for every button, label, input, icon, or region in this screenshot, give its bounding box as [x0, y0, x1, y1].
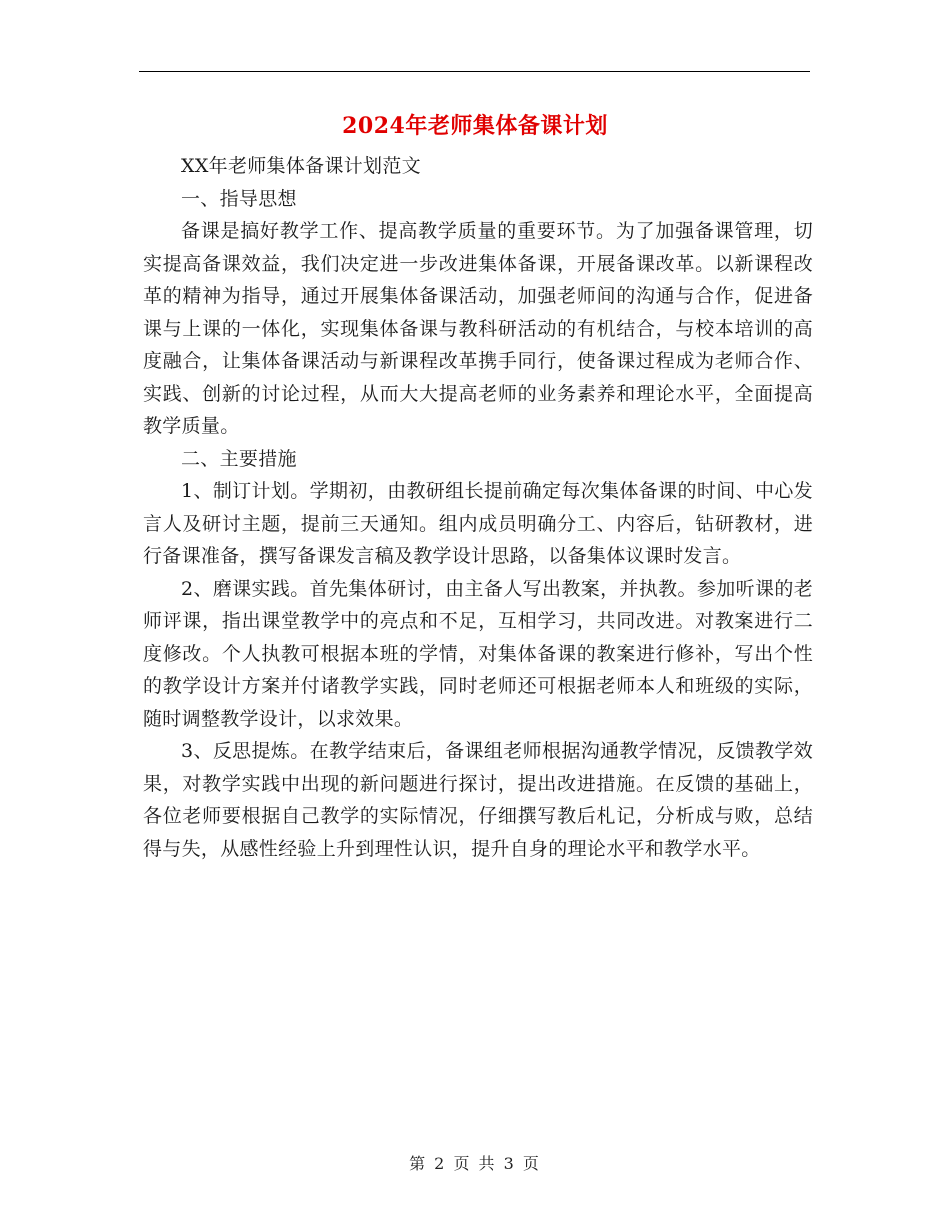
- paragraph-guiding-ideas: 备课是搞好教学工作、提高教学质量的重要环节。为了加强备课管理，切实提高备课效益，我们决定进一步改进集体备课，开展备课改革。以新课程改革的精神为指导，通过开展集体备课活动，加强老师间的沟通与合作，促进备课与上课的一体化，实现集体备课与教科研活动的有机结合，与校本培训的高度融合，让集体备课活动与新课程改革携手同行，使备课过程成为老师合作、实践、创新的讨论过程，从而大大提高老师的业务素养和理论水平，全面提高教学质量。: [143, 220, 813, 437]
- document-body: [143, 150, 813, 865]
- paragraph-measure-2: 2、磨课实践。首先集体研讨，由主备人写出教案，并执教。参加听课的老师评课，指出课堂教学中的亮点和不足，互相学习，共同改进。对教案进行二度修改。个人执教可根据本班的学情，对集体备课的教案进行修补，写出个性的教学设计方案并付诸教学实践，同时老师还可根据老师本人和班级的实际，随时调整教学设计，以求效果。: [143, 577, 813, 730]
- paragraph-measure-1: 1、制订计划。学期初，由教研组长提前确定每次集体备课的时间、中心发言人及研讨主题，提前三天通知。组内成员明确分工、内容后，钻研教材，进行备课准备，撰写备课发言稿及教学设计思路，以备集体议课时发言。: [143, 480, 813, 567]
- paragraph-subtitle: XX年老师集体备课计划范文: [181, 155, 421, 177]
- section-heading-main-measures: 二、主要措施: [181, 447, 297, 470]
- page-number-footer: 第 2 页 共 3 页: [409, 1154, 541, 1173]
- section-heading-guiding-ideas: 一、指导思想: [181, 187, 297, 210]
- document-title: 2024年老师集体备课计划: [342, 113, 608, 139]
- paragraph-measure-3: 3、反思提炼。在教学结束后，备课组老师根据沟通教学情况，反馈教学效果，对教学实践中出现的新问题进行探讨，提出改进措施。在反馈的基础上，各位老师要根据自己教学的实际情况，仔细撰写教后札记，分析成与败，总结得与失，从感性经验上升到理性认识，提升自身的理论水平和教学水平。: [143, 740, 813, 860]
- header-rule: [139, 71, 810, 72]
